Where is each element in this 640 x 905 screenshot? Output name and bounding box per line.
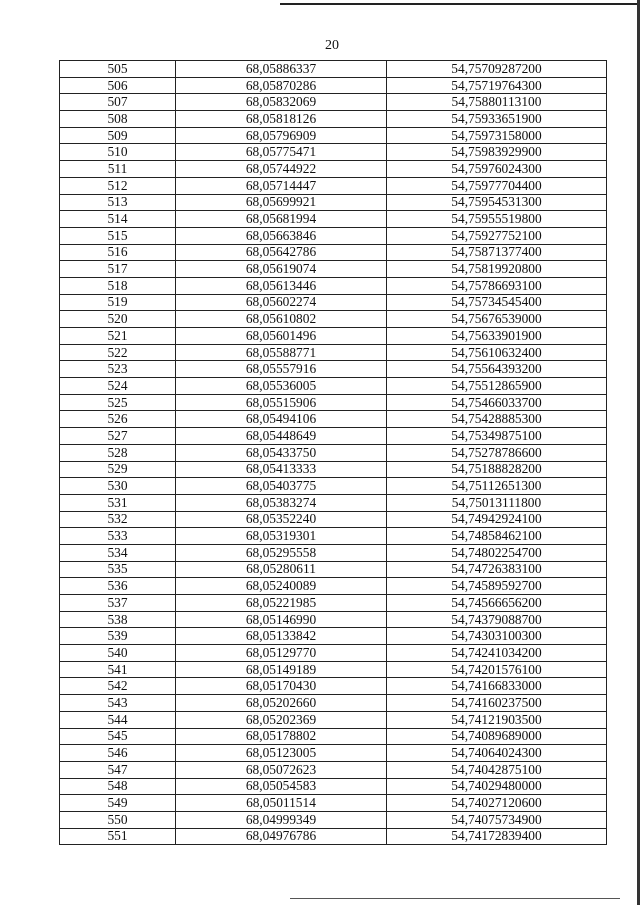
table-row (60, 578, 607, 595)
x-coordinate-cell: 68,04999349 (176, 811, 387, 828)
x-coordinate-cell: 68,05619074 (176, 261, 387, 278)
y-coordinate-cell: 54,74042875100 (387, 761, 607, 778)
y-coordinate-cell: 54,75188828200 (387, 461, 607, 478)
y-coordinate-cell: 54,74726383100 (387, 561, 607, 578)
x-coordinate-cell: 68,05280611 (176, 561, 387, 578)
x-coordinate-cell: 68,05383274 (176, 494, 387, 511)
point-number-cell: 528 (60, 444, 176, 461)
x-coordinate-cell: 68,05818126 (176, 111, 387, 128)
point-number-cell: 509 (60, 127, 176, 144)
x-coordinate-cell: 68,05240089 (176, 578, 387, 595)
x-coordinate-cell: 68,05613446 (176, 277, 387, 294)
table-row (60, 795, 607, 812)
bottom-edge-rule (290, 898, 620, 899)
y-coordinate-cell: 54,75112651300 (387, 478, 607, 495)
table-row (60, 244, 607, 261)
y-coordinate-cell: 54,75428885300 (387, 411, 607, 428)
y-coordinate-cell: 54,75955519800 (387, 211, 607, 228)
x-coordinate-cell: 68,05054583 (176, 778, 387, 795)
y-coordinate-cell: 54,75709287200 (387, 61, 607, 78)
x-coordinate-cell: 68,05870286 (176, 77, 387, 94)
y-coordinate-cell: 54,75976024300 (387, 161, 607, 178)
x-coordinate-cell: 68,05557916 (176, 361, 387, 378)
y-coordinate-cell: 54,74201576100 (387, 661, 607, 678)
x-coordinate-cell: 68,05202369 (176, 711, 387, 728)
x-coordinate-cell: 68,05295558 (176, 544, 387, 561)
x-coordinate-cell: 68,05352240 (176, 511, 387, 528)
table-row (60, 311, 607, 328)
point-number-cell: 506 (60, 77, 176, 94)
x-coordinate-cell: 68,05433750 (176, 444, 387, 461)
point-number-cell: 512 (60, 177, 176, 194)
y-coordinate-cell: 54,74303100300 (387, 628, 607, 645)
y-coordinate-cell: 54,75349875100 (387, 428, 607, 445)
y-coordinate-cell: 54,74589592700 (387, 578, 607, 595)
table-row (60, 544, 607, 561)
table-row (60, 328, 607, 345)
x-coordinate-cell: 68,05202660 (176, 695, 387, 712)
y-coordinate-cell: 54,75734545400 (387, 294, 607, 311)
table-row (60, 94, 607, 111)
x-coordinate-cell: 68,04976786 (176, 828, 387, 845)
point-number-cell: 526 (60, 411, 176, 428)
table-row (60, 394, 607, 411)
y-coordinate-cell: 54,74029480000 (387, 778, 607, 795)
point-number-cell: 546 (60, 745, 176, 762)
table-row (60, 177, 607, 194)
x-coordinate-cell: 68,05588771 (176, 344, 387, 361)
point-number-cell: 540 (60, 645, 176, 662)
point-number-cell: 507 (60, 94, 176, 111)
point-number-cell: 514 (60, 211, 176, 228)
x-coordinate-cell: 68,05744922 (176, 161, 387, 178)
table-row (60, 778, 607, 795)
x-coordinate-cell: 68,05663846 (176, 227, 387, 244)
table-row (60, 361, 607, 378)
y-coordinate-cell: 54,75013111800 (387, 494, 607, 511)
table-row (60, 528, 607, 545)
point-number-cell: 537 (60, 595, 176, 612)
point-number-cell: 543 (60, 695, 176, 712)
y-coordinate-cell: 54,74942924100 (387, 511, 607, 528)
table-row (60, 211, 607, 228)
table-row (60, 294, 607, 311)
y-coordinate-cell: 54,74166833000 (387, 678, 607, 695)
table-row (60, 494, 607, 511)
point-number-cell: 533 (60, 528, 176, 545)
point-number-cell: 522 (60, 344, 176, 361)
point-number-cell: 519 (60, 294, 176, 311)
table-row (60, 161, 607, 178)
table-row (60, 611, 607, 628)
x-coordinate-cell: 68,05642786 (176, 244, 387, 261)
point-number-cell: 529 (60, 461, 176, 478)
x-coordinate-cell: 68,05886337 (176, 61, 387, 78)
x-coordinate-cell: 68,05796909 (176, 127, 387, 144)
point-number-cell: 535 (60, 561, 176, 578)
point-number-cell: 525 (60, 394, 176, 411)
x-coordinate-cell: 68,05403775 (176, 478, 387, 495)
table-row (60, 678, 607, 695)
point-number-cell: 542 (60, 678, 176, 695)
point-number-cell: 548 (60, 778, 176, 795)
point-number-cell: 516 (60, 244, 176, 261)
x-coordinate-cell: 68,05319301 (176, 528, 387, 545)
point-number-cell: 508 (60, 111, 176, 128)
table-row (60, 561, 607, 578)
x-coordinate-cell: 68,05832069 (176, 94, 387, 111)
y-coordinate-cell: 54,74566656200 (387, 595, 607, 612)
x-coordinate-cell: 68,05149189 (176, 661, 387, 678)
point-number-cell: 505 (60, 61, 176, 78)
point-number-cell: 517 (60, 261, 176, 278)
table-row (60, 728, 607, 745)
table-row (60, 661, 607, 678)
y-coordinate-cell: 54,75564393200 (387, 361, 607, 378)
table-row (60, 144, 607, 161)
x-coordinate-cell: 68,05072623 (176, 761, 387, 778)
x-coordinate-cell: 68,05011514 (176, 795, 387, 812)
y-coordinate-cell: 54,74064024300 (387, 745, 607, 762)
point-number-cell: 523 (60, 361, 176, 378)
y-coordinate-cell: 54,75466033700 (387, 394, 607, 411)
coordinates-table (59, 60, 607, 845)
x-coordinate-cell: 68,05610802 (176, 311, 387, 328)
table-row (60, 595, 607, 612)
y-coordinate-cell: 54,75719764300 (387, 77, 607, 94)
point-number-cell: 550 (60, 811, 176, 828)
y-coordinate-cell: 54,75512865900 (387, 378, 607, 395)
point-number-cell: 538 (60, 611, 176, 628)
point-number-cell: 521 (60, 328, 176, 345)
y-coordinate-cell: 54,74121903500 (387, 711, 607, 728)
table-row (60, 378, 607, 395)
y-coordinate-cell: 54,74089689000 (387, 728, 607, 745)
table-row (60, 761, 607, 778)
x-coordinate-cell: 68,05536005 (176, 378, 387, 395)
table-row (60, 478, 607, 495)
y-coordinate-cell: 54,75633901900 (387, 328, 607, 345)
table-row (60, 428, 607, 445)
y-coordinate-cell: 54,74075734900 (387, 811, 607, 828)
x-coordinate-cell: 68,05123005 (176, 745, 387, 762)
x-coordinate-cell: 68,05494106 (176, 411, 387, 428)
y-coordinate-cell: 54,75933651900 (387, 111, 607, 128)
point-number-cell: 530 (60, 478, 176, 495)
x-coordinate-cell: 68,05178802 (176, 728, 387, 745)
y-coordinate-cell: 54,75880113100 (387, 94, 607, 111)
y-coordinate-cell: 54,75954531300 (387, 194, 607, 211)
point-number-cell: 531 (60, 494, 176, 511)
y-coordinate-cell: 54,75977704400 (387, 177, 607, 194)
page-number: 20 (325, 38, 339, 53)
y-coordinate-cell: 54,75819920800 (387, 261, 607, 278)
point-number-cell: 547 (60, 761, 176, 778)
point-number-cell: 536 (60, 578, 176, 595)
point-number-cell: 532 (60, 511, 176, 528)
table-row (60, 628, 607, 645)
table-row (60, 511, 607, 528)
point-number-cell: 513 (60, 194, 176, 211)
table-row (60, 261, 607, 278)
y-coordinate-cell: 54,75927752100 (387, 227, 607, 244)
table-row (60, 828, 607, 845)
table-row (60, 277, 607, 294)
point-number-cell: 527 (60, 428, 176, 445)
point-number-cell: 551 (60, 828, 176, 845)
table-row (60, 811, 607, 828)
y-coordinate-cell: 54,74027120600 (387, 795, 607, 812)
point-number-cell: 515 (60, 227, 176, 244)
x-coordinate-cell: 68,05714447 (176, 177, 387, 194)
table-row (60, 127, 607, 144)
x-coordinate-cell: 68,05413333 (176, 461, 387, 478)
y-coordinate-cell: 54,75983929900 (387, 144, 607, 161)
point-number-cell: 541 (60, 661, 176, 678)
y-coordinate-cell: 54,74160237500 (387, 695, 607, 712)
x-coordinate-cell: 68,05601496 (176, 328, 387, 345)
y-coordinate-cell: 54,75610632400 (387, 344, 607, 361)
point-number-cell: 524 (60, 378, 176, 395)
x-coordinate-cell: 68,05699921 (176, 194, 387, 211)
y-coordinate-cell: 54,75973158000 (387, 127, 607, 144)
y-coordinate-cell: 54,74858462100 (387, 528, 607, 545)
table-row (60, 194, 607, 211)
table-row (60, 77, 607, 94)
x-coordinate-cell: 68,05146990 (176, 611, 387, 628)
x-coordinate-cell: 68,05448649 (176, 428, 387, 445)
table-row (60, 411, 607, 428)
top-edge-rule (280, 3, 640, 5)
point-number-cell: 549 (60, 795, 176, 812)
x-coordinate-cell: 68,05681994 (176, 211, 387, 228)
point-number-cell: 510 (60, 144, 176, 161)
table-row (60, 695, 607, 712)
y-coordinate-cell: 54,74241034200 (387, 645, 607, 662)
point-number-cell: 534 (60, 544, 176, 561)
point-number-cell: 518 (60, 277, 176, 294)
table-row (60, 111, 607, 128)
y-coordinate-cell: 54,75676539000 (387, 311, 607, 328)
x-coordinate-cell: 68,05602274 (176, 294, 387, 311)
x-coordinate-cell: 68,05775471 (176, 144, 387, 161)
x-coordinate-cell: 68,05133842 (176, 628, 387, 645)
table-row (60, 461, 607, 478)
point-number-cell: 511 (60, 161, 176, 178)
coordinates-table-body (60, 61, 607, 845)
point-number-cell: 545 (60, 728, 176, 745)
table-row (60, 227, 607, 244)
y-coordinate-cell: 54,75786693100 (387, 277, 607, 294)
x-coordinate-cell: 68,05221985 (176, 595, 387, 612)
x-coordinate-cell: 68,05129770 (176, 645, 387, 662)
y-coordinate-cell: 54,74802254700 (387, 544, 607, 561)
table-row (60, 444, 607, 461)
table-row (60, 645, 607, 662)
y-coordinate-cell: 54,75278786600 (387, 444, 607, 461)
table-row (60, 745, 607, 762)
y-coordinate-cell: 54,74379088700 (387, 611, 607, 628)
point-number-cell: 544 (60, 711, 176, 728)
table-row (60, 344, 607, 361)
point-number-cell: 520 (60, 311, 176, 328)
y-coordinate-cell: 54,75871377400 (387, 244, 607, 261)
x-coordinate-cell: 68,05170430 (176, 678, 387, 695)
table-row (60, 711, 607, 728)
x-coordinate-cell: 68,05515906 (176, 394, 387, 411)
point-number-cell: 539 (60, 628, 176, 645)
table-row (60, 61, 607, 78)
y-coordinate-cell: 54,74172839400 (387, 828, 607, 845)
